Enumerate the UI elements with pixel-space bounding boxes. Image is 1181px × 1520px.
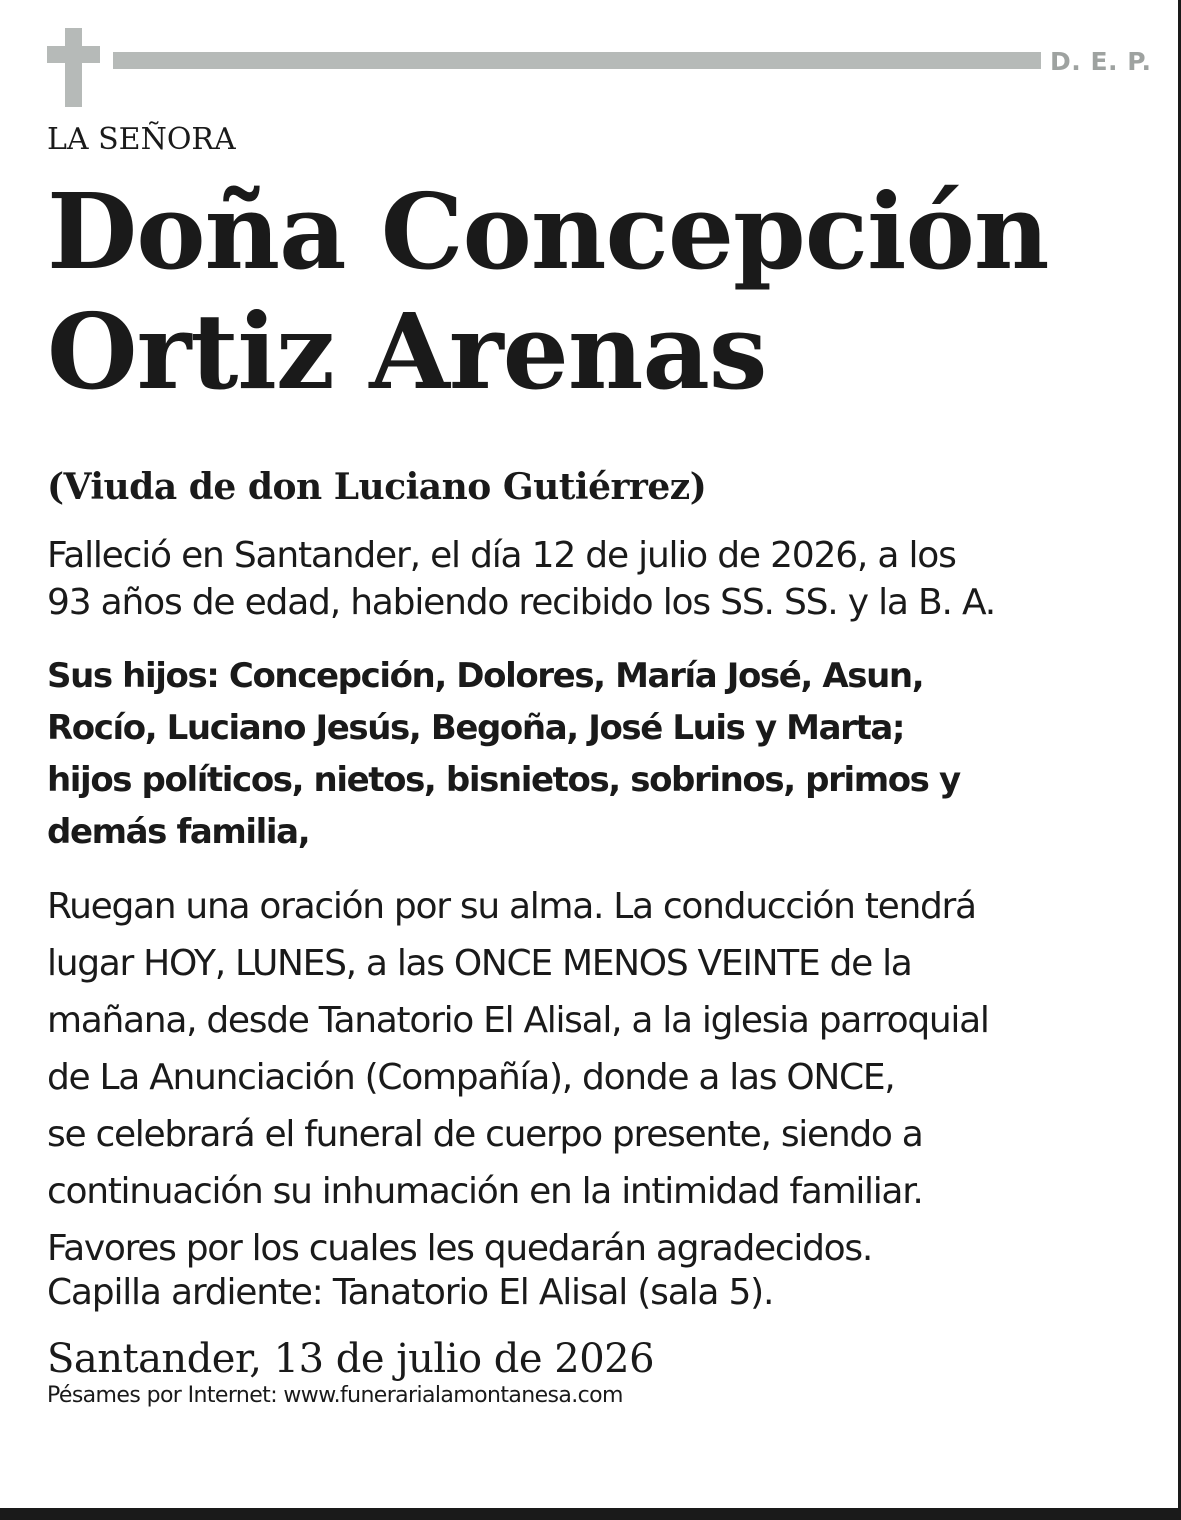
family-line: demás familia, <box>47 812 310 852</box>
chapel-info: Capilla ardiente: Tanatorio El Alisal (sala 5). <box>47 1272 774 1313</box>
deceased-name-line-2: Ortiz Arenas <box>47 290 767 413</box>
ceremony-paragraph <box>47 878 1157 1277</box>
header-rule <box>113 52 1041 69</box>
condolences-link: Pésames por Internet: www.funerarialamontanesa.com <box>47 1383 623 1408</box>
ceremony-line: de La Anunciación (Compañía), donde a las ONCE, <box>47 1057 895 1098</box>
ceremony-line: se celebrará el funeral de cuerpo presente, siendo a <box>47 1114 923 1155</box>
ceremony-line: Ruegan una oración por su alma. La conducción tendrá <box>47 886 976 927</box>
place-date: Santander, 13 de julio de 2026 <box>47 1336 655 1382</box>
ceremony-line: mañana, desde Tanatorio El Alisal, a la iglesia parroquial <box>47 1000 989 1041</box>
family-paragraph <box>47 650 960 858</box>
family-line: Rocío, Luciano Jesús, Begoña, José Luis y Marta; <box>47 708 905 748</box>
ceremony-line: Favores por los cuales les quedarán agradecidos. <box>47 1228 872 1269</box>
family-line: Sus hijos: Concepción, Dolores, María José, Asun, <box>47 656 924 696</box>
family-line: hijos políticos, nietos, bisnietos, sobrinos, primos y <box>47 760 960 800</box>
widow-of: (Viuda de don Luciano Gutiérrez) <box>47 466 707 508</box>
dep-label: D. E. P. <box>1050 47 1152 76</box>
ceremony-line: continuación su inhumación en la intimidad familiar. <box>47 1171 923 1212</box>
deceased-name-line-1: Doña Concepción <box>47 170 1049 293</box>
death-line: 93 años de edad, habiendo recibido los SS. SS. y la B. A. <box>47 582 996 623</box>
death-line: Falleció en Santander, el día 12 de julio de 2026, a los <box>47 535 956 576</box>
ceremony-line: lugar HOY, LUNES, a las ONCE MENOS VEINTE de la <box>47 943 912 984</box>
death-paragraph <box>47 532 1157 626</box>
cross-icon <box>47 28 100 107</box>
lead-title: LA SEÑORA <box>47 122 236 157</box>
